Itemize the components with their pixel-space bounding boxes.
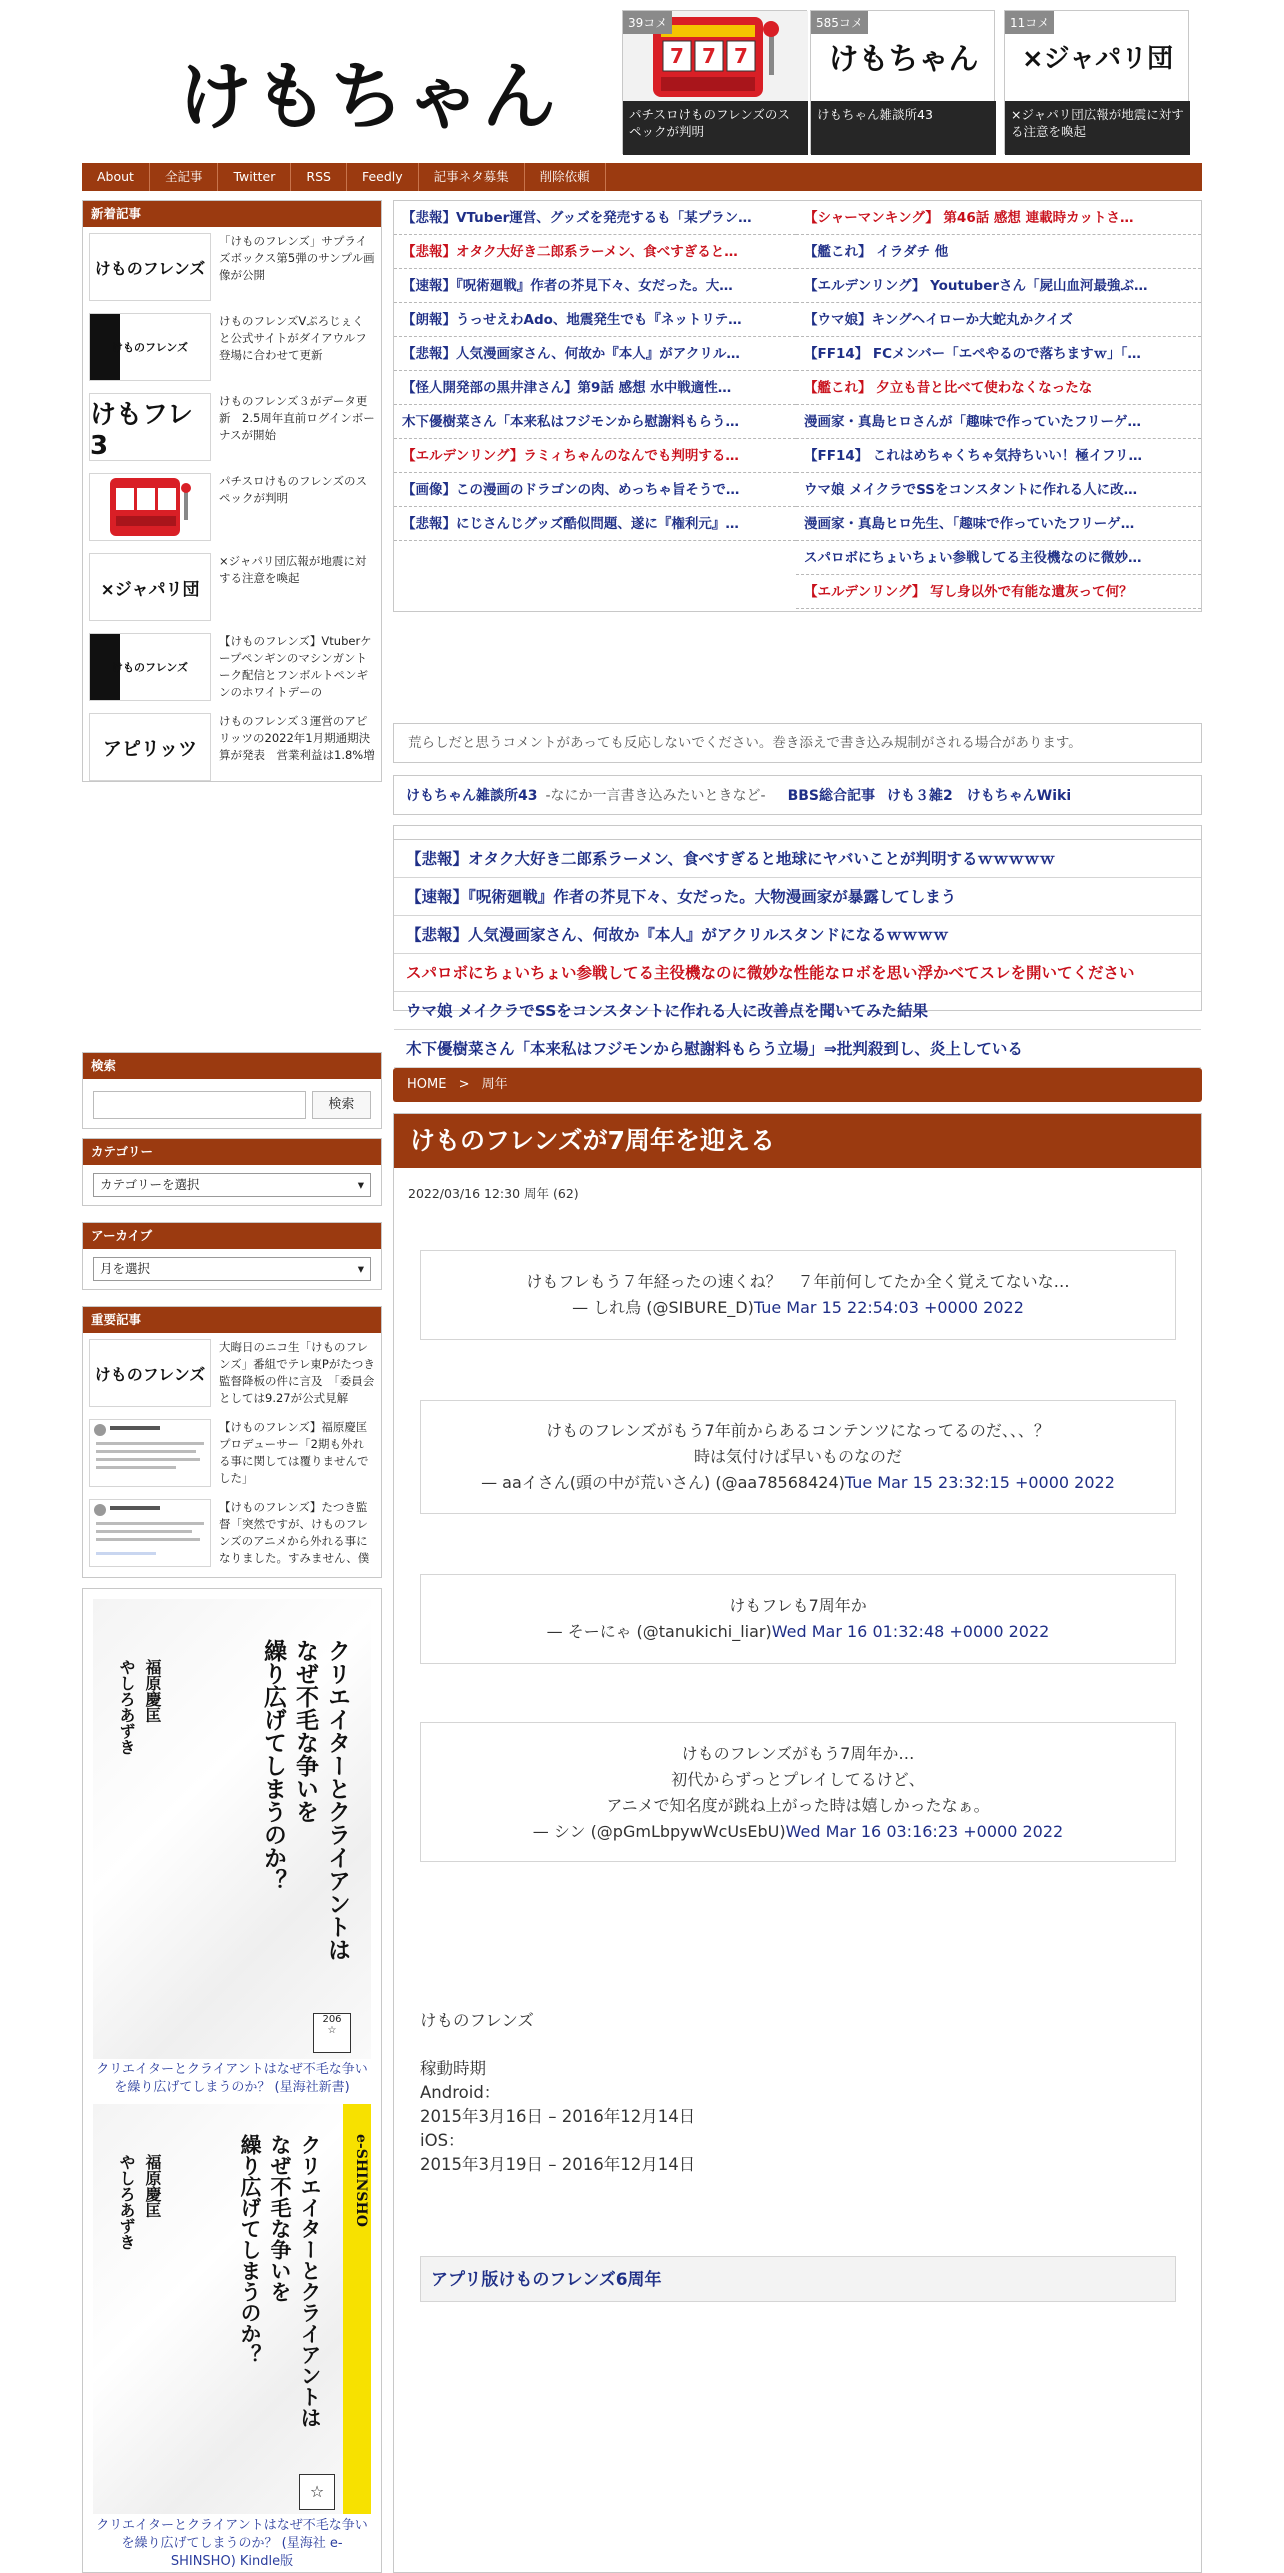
tweet-quote — [420, 1574, 1176, 1664]
body-line: 稼動時期 — [420, 2059, 486, 2078]
headline-link[interactable]: 【FF14】 FCメンバー「エペやるので落ちますｗ」「… — [796, 337, 1201, 371]
link-zatsudan-note: -なにか一言書き込みたいときなど- — [545, 788, 766, 804]
thumb-logo: けものフレンズ — [89, 313, 211, 381]
archive-select-value: 月を選択 — [100, 1261, 151, 1276]
thumb-logo: アピリッツ — [89, 713, 211, 781]
comment-count: 11コメ — [1005, 11, 1054, 34]
link-zatsudan[interactable]: けもちゃん雑談所43 — [406, 788, 538, 804]
headline-link[interactable]: 漫画家・真島ヒロ先生、「趣味で作っていたフリーゲ… — [796, 507, 1201, 541]
link-kemo3[interactable]: けも３雑2 — [887, 788, 953, 804]
list-item[interactable] — [83, 307, 381, 387]
tweet-screenshot-thumb — [89, 1499, 211, 1567]
search-widget — [82, 1052, 382, 1129]
article-title[interactable]: 【けものフレンズ】たつき監督「突然ですが、けものフレンズのアニメから外れる事になりました。すみません、僕 — [219, 1500, 370, 1565]
tweet-quote — [420, 1250, 1176, 1340]
headline-link[interactable]: 漫画家・真島ヒロさんが「趣味で作っていたフリーゲ… — [796, 405, 1201, 439]
breadcrumb — [393, 1068, 1202, 1102]
main-nav — [82, 163, 1202, 191]
list-item[interactable] — [83, 547, 381, 627]
featured-headline-link[interactable]: スパロボにちょいちょい参戦してる主役機なのに微妙な性能なロボを思い浮かべてスレを開いてください — [394, 954, 1201, 992]
quick-links — [393, 775, 1202, 815]
comment-notice: 荒らしだと思うコメントがあっても反応しないでください。巻き添えで書き込み規制がされる場合があります。 — [393, 723, 1202, 763]
headline-link[interactable]: 【エルデンリング】 写し身以外で有能な遺灰って何？ — [796, 575, 1201, 609]
article-body — [420, 2009, 695, 2177]
book-caption-link[interactable]: クリエイターとクライアントはなぜ不毛な争いを繰り広げてしまうのか？ (星海社 e-SHINSHO) Kindle版 — [96, 2518, 368, 2569]
list-item[interactable] — [83, 1413, 381, 1493]
headline-link[interactable]: 【FF14】 これはめちゃくちゃ気持ちいい！極イフリ… — [796, 439, 1201, 473]
list-item[interactable] — [83, 707, 381, 787]
tweet-screenshot-thumb — [89, 1419, 211, 1487]
headline-link[interactable]: 木下優樹菜さん「本来私はフジモンから慰謝料もらう… — [394, 405, 796, 439]
tweet-author: — シン (@pGmLbpywWcUsEbU) — [532, 1822, 786, 1841]
book-ad-widget — [82, 1588, 382, 2573]
body-line: 2015年3月19日 – 2016年12月14日 — [420, 2155, 696, 2174]
body-line: けものフレンズ — [420, 2011, 534, 2030]
list-item[interactable] — [83, 1493, 381, 1573]
body-spacer — [420, 2033, 695, 2057]
book-series-label: e-SHINSHO — [353, 2134, 369, 2227]
top-card-japari[interactable] — [1004, 10, 1189, 154]
article-title: けものフレンズが7周年を迎える — [394, 1114, 1201, 1168]
headline-link[interactable]: 【悲報】VTuber運営、グッズを発売するも「某プラン… — [394, 201, 796, 235]
svg-text:7: 7 — [670, 44, 684, 68]
tweet-text: アニメで知名度が跳ね上がった時は嬉しかったなぁ。 — [606, 1796, 990, 1815]
widget-title: アーカイブ — [83, 1223, 381, 1249]
tweet-quote — [420, 1722, 1176, 1862]
antenna-headlines — [393, 200, 1202, 612]
book-authors: 福原慶匡 やしろあずき — [117, 1659, 162, 1755]
article-title[interactable]: パチスロけものフレンズのスペックが判明 — [219, 474, 367, 505]
tweet-text: けものフレンズがもう7周年か… — [681, 1744, 915, 1763]
top-card-caption[interactable]: ×ジャパリ団広報が地震に対する注意を喚起 — [1005, 101, 1190, 155]
book-caption-link[interactable]: クリエイターとクライアントはなぜ不毛な争いを繰り広げてしまうのか？ (星海社新書) — [96, 2062, 368, 2095]
tweet-quote — [420, 1400, 1176, 1514]
book-cover[interactable] — [93, 2104, 371, 2514]
featured-headline-link[interactable]: 木下優樹菜さん「本来私はフジモンから慰謝料もらう立場」⇒批判殺到し、炎上している — [394, 1030, 1201, 1068]
category-widget — [82, 1138, 382, 1206]
tweet-author: — しれ烏 (@SIBURE_D) — [572, 1298, 754, 1317]
svg-text:7: 7 — [702, 44, 716, 68]
category-select-value: カテゴリーを選択 — [100, 1177, 200, 1192]
book-cover[interactable] — [93, 1599, 371, 2059]
slot-machine-image — [89, 473, 211, 541]
headline-link[interactable]: 【悲報】人気漫画家さん、何故か『本人』がアクリル… — [394, 337, 796, 371]
list-item[interactable] — [83, 387, 381, 467]
breadcrumb-home[interactable]: HOME — [407, 1077, 447, 1092]
article-title[interactable]: けものフレンズVぷろじぇくと公式サイトがダイアウルフ登場に合わせて更新 — [219, 314, 367, 362]
list-item[interactable] — [83, 627, 381, 707]
important-articles-widget — [82, 1306, 382, 1578]
body-line: Android： — [420, 2083, 501, 2102]
article-title[interactable]: 【けものフレンズ】Vtuberケープペンギンのマシンガントーク配信とフンボルトペンギンのホワイトデーの — [219, 634, 372, 699]
article — [393, 1113, 1202, 2573]
featured-headlines — [393, 839, 1202, 1058]
tweet-text: けもフレもう７年経ったの速くね？ ７年前何してたか全く覚えてないな… — [526, 1272, 1070, 1291]
headline-link[interactable]: スパロボにちょいちょい参戦してる主役機なのに微妙… — [796, 541, 1201, 575]
top-card-pachislot[interactable] — [622, 10, 807, 154]
category-select[interactable] — [93, 1173, 371, 1197]
tweet-text: 初代からずっとプレイしてるけど、 — [671, 1770, 925, 1789]
widget-title: 検索 — [83, 1053, 381, 1079]
article-title[interactable]: けものフレンズ３がデータ更新 2.5周年直前ログインボーナスが開始 — [219, 394, 375, 442]
article-meta: 2022/03/16 12:30 周年 (62) — [408, 1186, 579, 1201]
featured-headline-link[interactable]: ウマ娘 メイクラでSSをコンスタントに作れる人に改善点を聞いてみた結果 — [394, 992, 1201, 1030]
search-button[interactable]: 検索 — [312, 1091, 371, 1119]
tweet-date-link[interactable]: Wed Mar 16 03:16:23 +0000 2022 — [785, 1822, 1064, 1841]
nav-rss[interactable]: RSS — [291, 163, 347, 191]
thumb-logo: ×ジャパリ団 — [89, 553, 211, 621]
headline-link[interactable]: 【悲報】にじさんじグッズ酷似問題、遂に『権利元』… — [394, 507, 796, 541]
thumb-logo: けものフレンズ — [89, 233, 211, 301]
headline-link[interactable]: 【エルデンリング】 Youtuberさん「屍山血河最強ぶ… — [796, 269, 1201, 303]
article-title[interactable]: けものフレンズ３運営のアピリッツの2022年1月期通期決算が発表 営業利益は1.8%増 — [219, 714, 375, 762]
featured-headline-link[interactable]: 【悲報】オタク大好き二郎系ラーメン、食べすぎると地球にヤバいことが判明するｗｗｗｗｗ — [394, 840, 1201, 878]
headline-link[interactable]: 【画像】この漫画のドラゴンの肉、めっちゃ旨そうで… — [394, 473, 796, 507]
headline-link[interactable]: 【ウマ娘】キングヘイローか大蛇丸かクイズ — [796, 303, 1201, 337]
featured-headline-link[interactable]: 【速報】『呪術廻戦』作者の芥見下々、女だった。大物漫画家が暴露してしまう — [394, 878, 1201, 916]
nav-deletion[interactable]: 削除依頼 — [525, 163, 606, 191]
tweet-author: — aaイさん(頭の中が荒いさん) (@aa78568424) — [481, 1473, 845, 1492]
breadcrumb-category[interactable]: 周年 — [481, 1077, 508, 1092]
widget-title: 重要記事 — [83, 1307, 381, 1333]
tweet-date-link[interactable]: Tue Mar 15 22:54:03 +0000 2022 — [753, 1298, 1024, 1317]
featured-headline-link[interactable]: 【悲報】人気漫画家さん、何故か『本人』がアクリルスタンドになるｗｗｗｗ — [394, 916, 1201, 954]
top-card-zatsudan[interactable] — [810, 10, 995, 154]
tweet-date-link[interactable]: Wed Mar 16 01:32:48 +0000 2022 — [771, 1622, 1050, 1641]
book-title: クリエイターとクライアントは なぜ不毛な争いを 繰り広げてしまうのか？ — [238, 2134, 323, 2428]
related-article-link[interactable]: アプリ版けものフレンズ6周年 — [420, 2256, 1176, 2302]
search-input[interactable] — [93, 1091, 306, 1119]
tweet-text: 時は気付けば早いものなのだ — [693, 1447, 902, 1466]
link-bbs[interactable]: BBS総合記事 — [787, 788, 876, 804]
list-item[interactable] — [83, 1333, 381, 1413]
chevron-down-icon: ▾ — [357, 1261, 364, 1276]
archive-widget — [82, 1222, 382, 1290]
new-articles-widget — [82, 200, 382, 782]
widget-title: カテゴリー — [83, 1139, 381, 1165]
breadcrumb-separator: > — [458, 1077, 470, 1092]
chevron-down-icon: ▾ — [357, 1177, 364, 1192]
headline-link[interactable]: 【エルデンリング】ラミィちゃんのなんでも判明する… — [394, 439, 796, 473]
article-title[interactable]: 「けものフレンズ」サプライズボックス第5弾のサンプル画像が公開 — [219, 234, 375, 282]
tweet-date-link[interactable]: Tue Mar 15 23:32:15 +0000 2022 — [844, 1473, 1115, 1492]
tweet-text: けものフレンズがもう7年前からあるコンテンツになってるのだ、、、？ — [546, 1421, 1050, 1440]
comment-count: 39コメ — [623, 11, 672, 34]
list-item[interactable] — [83, 227, 381, 307]
body-line: iOS： — [420, 2131, 465, 2150]
nav-twitter[interactable]: Twitter — [218, 163, 291, 191]
star-icon: ☆ — [299, 2474, 335, 2510]
nav-feedly[interactable]: Feedly — [347, 163, 419, 191]
thumb-logo: けものフレンズ — [89, 633, 211, 701]
divider — [393, 825, 1202, 839]
book-authors: 福原慶匡 やしろあずき — [117, 2154, 162, 2250]
headline-link[interactable]: 【艦これ】 イラダチ 他 — [796, 235, 1201, 269]
top-card-thumb-text: けもちゃん — [828, 42, 979, 77]
link-wiki[interactable]: けもちゃんWiki — [966, 788, 1072, 804]
thumb-logo: けもフレ3 — [89, 393, 211, 461]
publisher-badge: 206 ☆ — [313, 2013, 351, 2053]
article-title[interactable]: ×ジャパリ団広報が地震に対する注意を喚起 — [219, 554, 367, 585]
widget-title: 新着記事 — [83, 201, 381, 227]
headline-link[interactable]: 【速報】『呪術廻戦』作者の芥見下々、女だった。大… — [394, 269, 796, 303]
svg-text:7: 7 — [734, 44, 748, 68]
headline-link[interactable]: 【朗報】うっせえわAdo、地震発生でも『ネットリテ… — [394, 303, 796, 337]
tweet-text: けもフレも7周年か — [729, 1596, 867, 1615]
nav-about[interactable]: About — [82, 163, 150, 191]
headline-link[interactable]: 【悲報】オタク大好き二郎系ラーメン、食べすぎると… — [394, 235, 796, 269]
headline-link[interactable]: ウマ娘 メイクラでSSをコンスタントに作れる人に改… — [796, 473, 1201, 507]
headline-link[interactable]: 【シャーマンキング】 第46話 感想 連載時カットさ… — [796, 201, 1201, 235]
nav-request[interactable]: 記事ネタ募集 — [419, 163, 525, 191]
body-line: 2015年3月16日 – 2016年12月14日 — [420, 2107, 696, 2126]
list-item[interactable] — [83, 467, 381, 547]
tweet-author: — そーにゃ (@tanukichi_liar) — [546, 1622, 772, 1641]
headline-link[interactable]: 【怪人開発部の黒井津さん】第9話 感想 水中戦適性… — [394, 371, 796, 405]
headline-link[interactable]: 【艦これ】 夕立も昔と比べて使わなくなったな — [796, 371, 1201, 405]
thumb-logo: けものフレンズ — [89, 1339, 211, 1407]
nav-all-articles[interactable]: 全記事 — [150, 163, 219, 191]
article-title[interactable]: 【けものフレンズ】福原慶匡プロデューサー「2期も外れる事に関しては覆りませんでした」 — [219, 1420, 369, 1485]
top-card-caption[interactable]: パチスロけものフレンズのスペックが判明 — [623, 101, 808, 155]
top-card-thumb-text: ×ジャパリ団 — [1021, 43, 1174, 74]
site-logo[interactable]: けもちゃん — [178, 54, 558, 140]
top-card-caption[interactable]: けもちゃん雑談所43 — [811, 101, 996, 155]
article-title[interactable]: 大晦日のニコ生「けものフレンズ」番組でテレ東Pがたつき監督降板の件に言及 「委員会としては9.27が公式見解 — [219, 1340, 375, 1405]
comment-count: 585コメ — [811, 11, 868, 34]
book-title: クリエイターとクライアントは なぜ不毛な争いを 繰り広げてしまうのか？ — [260, 1639, 351, 1961]
archive-select[interactable] — [93, 1257, 371, 1281]
